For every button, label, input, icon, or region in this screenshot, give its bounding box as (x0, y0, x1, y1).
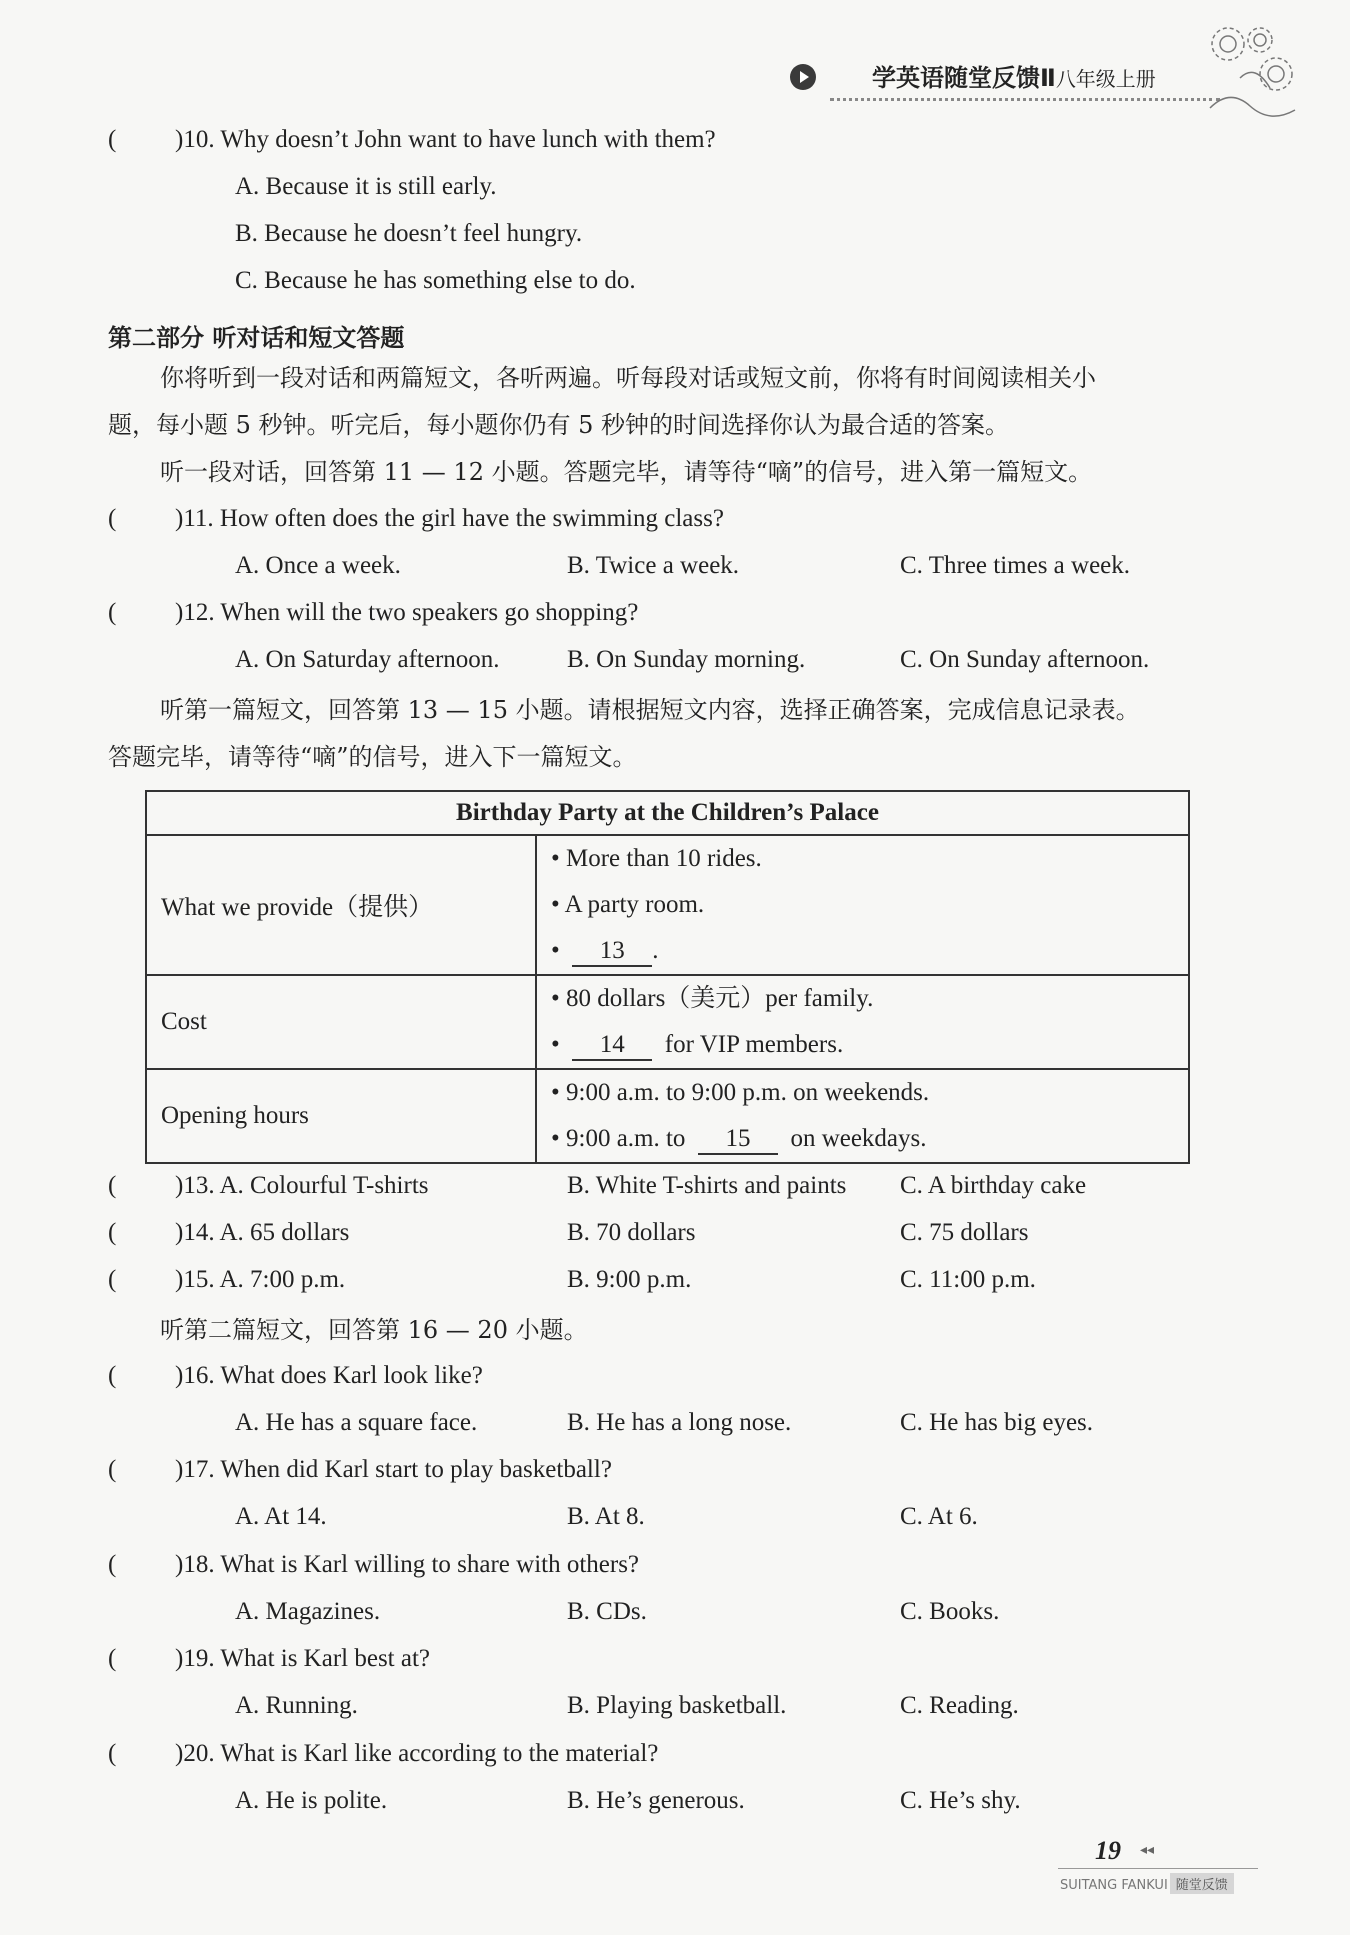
q17-option-a: A. At 14. (235, 1503, 327, 1530)
row-items (536, 975, 1189, 1069)
list-item: • 80 dollars（美元）per family. (551, 985, 874, 1012)
table-row (146, 835, 1189, 975)
answer-paren[interactable]: ( (108, 1219, 117, 1246)
passage2-instructions: 听第二篇短文，回答第 16 — 20 小题。 (160, 1316, 588, 1344)
answer-paren[interactable]: ( (108, 599, 117, 626)
q14-option-c: C. 75 dollars (900, 1219, 1029, 1246)
q11-option-a: A. Once a week. (235, 552, 401, 579)
q16-option-a: A. He has a square face. (235, 1409, 478, 1436)
instructions-line-2: 题，每小题 5 秒钟。听完后，每小题你仍有 5 秒钟的时间选择你认为最合适的答案。 (108, 411, 1010, 439)
list-item: • 9:00 a.m. to 9:00 p.m. on weekends. (551, 1079, 930, 1106)
q13-option-b: B. White T-shirts and paints (567, 1172, 847, 1199)
question-18: )18. What is Karl willing to share with others? (175, 1551, 640, 1578)
passage1-instructions-2: 答题完毕，请等待“嘀”的信号，进入下一篇短文。 (108, 743, 637, 771)
row-label: What we provide（提供） (146, 835, 536, 975)
q11-option-b: B. Twice a week. (567, 552, 740, 579)
row-items (536, 835, 1189, 975)
table-title: Birthday Party at the Children’s Palace (146, 791, 1189, 835)
question-11: )11. How often does the girl have the swimming class? (175, 505, 724, 532)
play-icon (790, 64, 816, 90)
answer-paren[interactable]: ( (108, 126, 117, 153)
answer-paren[interactable]: ( (108, 1551, 117, 1578)
answer-paren[interactable]: ( (108, 1456, 117, 1483)
row-label: Cost (146, 975, 536, 1069)
header-dotted-rule (830, 98, 1220, 101)
page-number: 19 (1095, 1836, 1121, 1865)
table-row (146, 975, 1189, 1069)
q12-option-a: A. On Saturday afternoon. (235, 646, 500, 673)
question-16: )16. What does Karl look like? (175, 1362, 483, 1389)
q18-option-c: C. Books. (900, 1598, 1000, 1625)
list-item: • A party room. (551, 891, 705, 918)
q19-option-b: B. Playing basketball. (567, 1692, 787, 1719)
question-15: )15. A. 7:00 p.m. (175, 1266, 346, 1293)
row-items (536, 1069, 1189, 1163)
list-item: • 13 . (551, 928, 1174, 974)
question-12: )12. When will the two speakers go shopping? (175, 599, 639, 626)
q19-option-a: A. Running. (235, 1692, 358, 1719)
q14-option-b: B. 70 dollars (567, 1219, 696, 1246)
q20-option-b: B. He’s generous. (567, 1787, 745, 1814)
passage1-instructions-1: 听第一篇短文，回答第 13 — 15 小题。请根据短文内容，选择正确答案，完成信息记录表。 (160, 696, 1140, 724)
q10-option-b: B. Because he doesn’t feel hungry. (235, 220, 583, 247)
q13-option-c: C. A birthday cake (900, 1172, 1087, 1199)
answer-paren[interactable]: ( (108, 1266, 117, 1293)
blank-13[interactable]: 13 (572, 937, 652, 967)
q11-option-c: C. Three times a week. (900, 552, 1131, 579)
flower-ornament-icon (1200, 18, 1310, 128)
q20-option-a: A. He is polite. (235, 1787, 388, 1814)
list-item: • 9:00 a.m. to 15 on weekdays. (551, 1116, 1174, 1162)
q17-option-c: C. At 6. (900, 1503, 978, 1530)
footer-brand: SUITANG FANKUI 随堂反馈 (1060, 1873, 1234, 1894)
info-record-table (145, 790, 1190, 1164)
q16-option-b: B. He has a long nose. (567, 1409, 792, 1436)
question-20: )20. What is Karl like according to the material? (175, 1740, 659, 1767)
instructions-line-1: 你将听到一段对话和两篇短文，各听两遍。听每段对话或短文前，你将有时间阅读相关小 (160, 364, 1096, 392)
q12-option-c: C. On Sunday afternoon. (900, 646, 1150, 673)
answer-paren[interactable]: ( (108, 1740, 117, 1767)
book-subtitle: 八年级上册 (1055, 67, 1156, 91)
section-title: 第二部分 听对话和短文答题 (108, 324, 405, 352)
blank-14[interactable]: 14 (572, 1031, 652, 1061)
footer-badge: 随堂反馈 (1170, 1873, 1234, 1894)
question-14: )14. A. 65 dollars (175, 1219, 350, 1246)
book-title: 学英语随堂反馈Ⅱ八年级上册 (872, 64, 1156, 92)
answer-paren[interactable]: ( (108, 505, 117, 532)
q19-option-c: C. Reading. (900, 1692, 1019, 1719)
answer-paren[interactable]: ( (108, 1645, 117, 1672)
question-17: )17. When did Karl start to play basketball? (175, 1456, 612, 1483)
arrows-icon: ◂◂ (1140, 1842, 1155, 1858)
question-13: )13. A. Colourful T-shirts (175, 1172, 429, 1199)
table-row (146, 1069, 1189, 1163)
q20-option-c: C. He’s shy. (900, 1787, 1021, 1814)
list-item: • 14 for VIP members. (551, 1022, 1174, 1068)
q18-option-b: B. CDs. (567, 1598, 647, 1625)
question-19: )19. What is Karl best at? (175, 1645, 431, 1672)
question-10: )10. Why doesn’t John want to have lunch with them? (175, 126, 716, 153)
q10-option-a: A. Because it is still early. (235, 173, 497, 200)
blank-15[interactable]: 15 (698, 1125, 778, 1155)
footer-rule (1058, 1868, 1258, 1869)
q15-option-b: B. 9:00 p.m. (567, 1266, 692, 1293)
q16-option-c: C. He has big eyes. (900, 1409, 1094, 1436)
q18-option-a: A. Magazines. (235, 1598, 381, 1625)
answer-paren[interactable]: ( (108, 1172, 117, 1199)
answer-paren[interactable]: ( (108, 1362, 117, 1389)
dialog-instructions: 听一段对话，回答第 11 — 12 小题。答题完毕，请等待“嘀”的信号，进入第一篇短文。 (160, 458, 1093, 486)
q10-option-c: C. Because he has something else to do. (235, 267, 636, 294)
row-label: Opening hours (146, 1069, 536, 1163)
page-header (790, 52, 1260, 100)
list-item: • More than 10 rides. (551, 845, 762, 872)
q15-option-c: C. 11:00 p.m. (900, 1266, 1036, 1293)
q12-option-b: B. On Sunday morning. (567, 646, 806, 673)
q17-option-b: B. At 8. (567, 1503, 645, 1530)
